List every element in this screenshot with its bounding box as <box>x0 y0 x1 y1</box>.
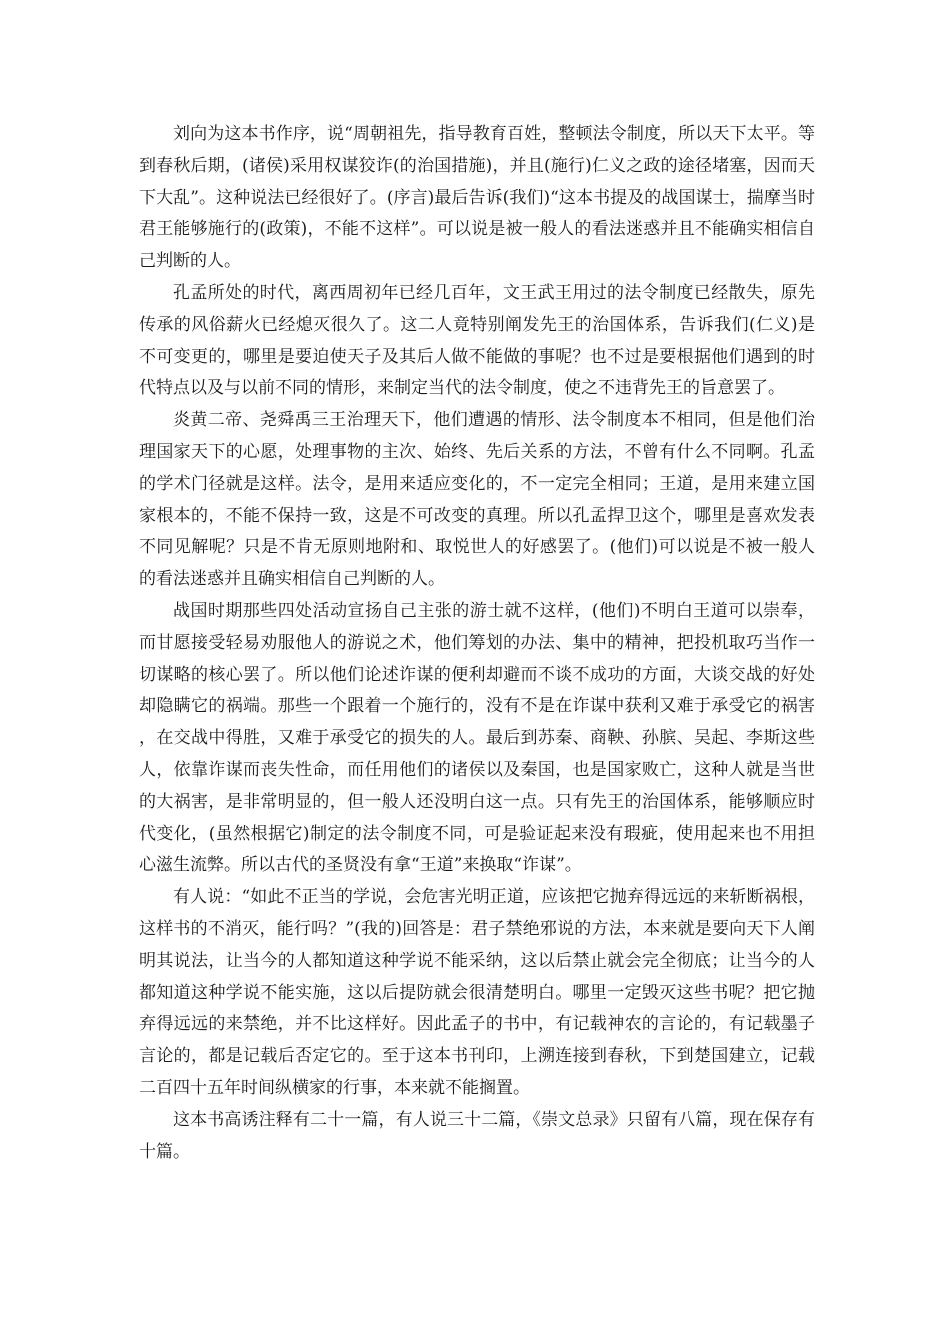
document-body <box>139 119 815 1168</box>
paragraph-1: 刘向为这本书作序，说“周朝祖先，指导教育百姓，整顿法令制度，所以天下太平。等到春秋后期，(诸侯)采用权谋狡诈(的治国措施)，并且(施行)仁义之政的途径堵塞，因而天下大乱”。这种说法已经很好了。(序言)最后告诉(我们)“这本书提及的战国谋士，揣摩当时君王能够施行的(政策)，不能不这样”。可以说是被一般人的看法迷惑并且不能确实相信自己判断的人。 <box>139 124 815 272</box>
paragraph-5: 有人说：“如此不正当的学说，会危害光明正道，应该把它抛弃得远远的来斩断祸根，这样书的不消灭，能行吗？”(我的)回答是：君子禁绝邪说的方法，本来就是要向天下人阐明其说法，让当今的人都知道这种学说不能采纳，这以后禁止就会完全彻底；让当今的人都知道这种学说不能实施，这以后提防就会很清楚明白。哪里一定毁灭这些书呢？把它抛弃得远远的来禁绝，并不比这样好。因此孟子的书中，有记载神农的言论的，有记载墨子言论的，都是记载后否定它的。至于这本书刊印，上溯连接到春秋，下到楚国建立，记载二百四十五年时间纵横家的行事，本来就不能搁置。 <box>139 887 815 1098</box>
paragraph-3: 炎黄二帝、尧舜禹三王治理天下，他们遭遇的情形、法令制度本不相同，但是他们治理国家天下的心愿，处理事物的主次、始终、先后关系的方法，不曾有什么不同啊。孔孟的学术门径就是这样。法令，是用来适应变化的，不一定完全相同；王道，是用来建立国家根本的，不能不保持一致，这是不可改变的真理。所以孔孟捍卫这个，哪里是喜欢发表不同见解呢？只是不肯无原则地附和、取悦世人的好感罢了。(他们)可以说是不被一般人的看法迷惑并且确实相信自己判断的人。 <box>139 410 815 590</box>
paragraph-6: 这本书高诱注释有二十一篇，有人说三十二篇，《崇文总录》只留有八篇，现在保存有十篇。 <box>139 1109 815 1162</box>
paragraph-2: 孔孟所处的时代，离西周初年已经几百年，文王武王用过的法令制度已经散失，原先传承的风俗薪火已经熄灭很久了。这二人竟特别阐发先王的治国体系，告诉我们(仁义)是不可变更的，哪里是要迫使天子及其后人做不能做的事呢？也不过是要根据他们遇到的时代特点以及与以前不同的情形，来制定当代的法令制度，使之不违背先王的旨意罢了。 <box>139 282 815 399</box>
paragraph-4: 战国时期那些四处活动宣扬自己主张的游士就不这样，(他们)不明白王道可以崇奉，而甘愿接受轻易劝服他人的游说之术，他们筹划的办法、集中的精神，把投机取巧当作一切谋略的核心罢了。所以他们论述诈谋的便利却避而不谈不成功的方面，大谈交战的好处却隐瞒它的祸端。那些一个跟着一个施行的，没有不是在诈谋中获利又难于承受它的祸害，在交战中得胜，又难于承受它的损失的人。最后到苏秦、商鞅、孙膑、吴起、李斯这些人，依靠诈谋而丧失性命，而任用他们的诸侯以及秦国，也是国家败亡，这种人就是当世的大祸害，是非常明显的，但一般人还没明白这一点。只有先王的治国体系，能够顺应时代变化，(虽然根据它)制定的法令制度不同，可是验证起来没有瑕疵，使用起来也不用担心滋生流弊。所以古代的圣贤没有拿“王道”来换取“诈谋”。 <box>139 600 815 876</box>
